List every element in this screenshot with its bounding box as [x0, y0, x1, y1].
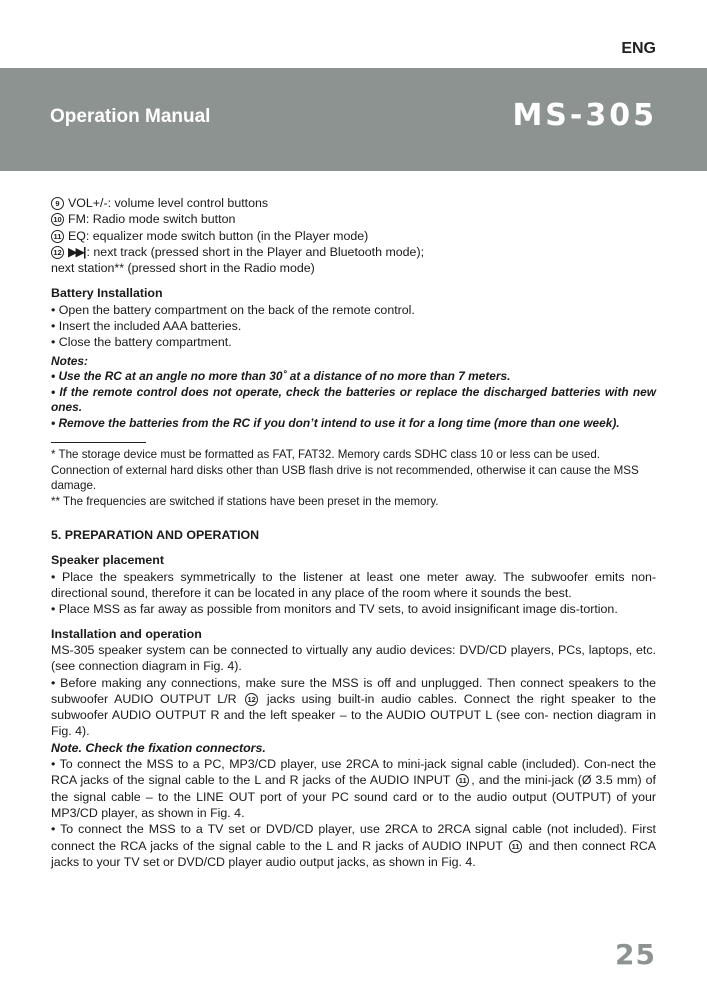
footnote-divider: [51, 442, 146, 443]
circled-number: 12: [51, 246, 64, 259]
notes-block: [51, 354, 656, 432]
placement-item: • Place the speakers symmetrically to the listener at least one meter away. The subwoofer emits non-directional sound, therefore it can be located in any place of the room where it sounds the best.: [51, 569, 656, 601]
section-title: 5. PREPARATION AND OPERATION: [51, 528, 260, 543]
fixation-note: Note. Check the fixation connectors.: [51, 740, 266, 755]
language-label: ENG: [621, 40, 656, 57]
note-item: • If the remote control does not operate, check the batteries or replace the discharged batteries with new ones.: [51, 384, 656, 415]
control-item: 9 VOL+/-: volume level control buttons: [51, 195, 656, 211]
control-item: 11 EQ: equalizer mode switch button (in the Player mode): [51, 228, 656, 244]
installation-paragraph: • Before making any connections, make sure the MSS is off and unplugged. Then connect speakers to the subwoofer AUDIO OUTPUT L/R 12 jacks using built-in audio cables. Connect the right speaker to the subwoofer AUDIO OUTPUT R and the left speaker – to the AUDIO OUTPUT L (see con- nection diagram in Fig. 4).: [51, 675, 656, 739]
placement-item: • Place MSS as far away as possible from monitors and TV sets, to avoid insignificant image dis-tortion.: [51, 602, 618, 617]
circled-number: 11: [51, 230, 64, 243]
battery-item: • Close the battery compartment.: [51, 335, 232, 350]
note-item: • Use the RC at an angle no more than 30˚ at a distance of no more than 7 meters.: [51, 369, 511, 384]
circled-number: 12: [245, 693, 258, 706]
next-track-icon: ▶▶|: [68, 244, 85, 259]
circled-number: 11: [509, 840, 522, 853]
installation-paragraph: • To connect the MSS to a TV set or DVD/CD player, use 2RCA to 2RCA signal cable (not included). First connect the RCA jacks of the signal cable to the L and R jacks of AUDIO INPUT 11 and then connect RCA jacks to your TV set or DVD/CD player audio output jacks, as shown in Fig. 4.: [51, 822, 656, 869]
placement-heading: Speaker placement: [51, 553, 164, 568]
control-item: 10 FM: Radio mode switch button: [51, 211, 656, 227]
battery-heading: Battery Installation: [51, 286, 163, 301]
footnote: * The storage device must be formatted as FAT, FAT32. Memory cards SDHC class 10 or less can be used. Connection of external hard disks other than USB flash drive is not recommended, otherwise it can cause the MSS damage.: [51, 448, 639, 493]
installation-paragraph: • To connect the MSS to a PC, MP3/CD player, use 2RCA to mini-jack signal cable (included). Con-nect the RCA jacks of the signal cable to the L and R jacks of the AUDIO INPUT 11 , and the mini-jack (Ø 3.5 mm) of the signal cable – to the LINE OUT port of your PC sound card or to the audio output (OUTPUT) of your MP3/CD player, as shown in Fig. 4.: [51, 757, 656, 820]
installation-heading: Installation and operation: [51, 626, 202, 641]
header-banner: [0, 68, 707, 171]
circled-number: 9: [51, 197, 64, 210]
control-item: 12 ▶▶| : next track (pressed short in the Player and Bluetooth mode); next station** (pressed short in the Radio mode): [51, 244, 425, 276]
page-content: [51, 195, 656, 870]
circled-number: 11: [456, 774, 469, 787]
footnote: ** The frequencies are switched if stations have been preset in the memory.: [51, 494, 439, 508]
battery-item: • Insert the included AAA batteries.: [51, 319, 242, 334]
manual-title: Operation Manual: [50, 106, 211, 127]
note-item: • Remove the batteries from the RC if you don’t intend to use it for a long time (more than one week).: [51, 415, 620, 430]
model-name: MS-305: [512, 98, 657, 133]
circled-number: 10: [51, 213, 64, 226]
battery-item: • Open the battery compartment on the back of the remote control.: [51, 302, 415, 317]
notes-heading: Notes:: [51, 353, 88, 368]
page-number: 25: [615, 938, 656, 971]
installation-intro: MS-305 speaker system can be connected to virtually any audio devices: DVD/CD players, PCs, laptops, etc. (see connection diagram in Fig. 4).: [51, 642, 656, 674]
